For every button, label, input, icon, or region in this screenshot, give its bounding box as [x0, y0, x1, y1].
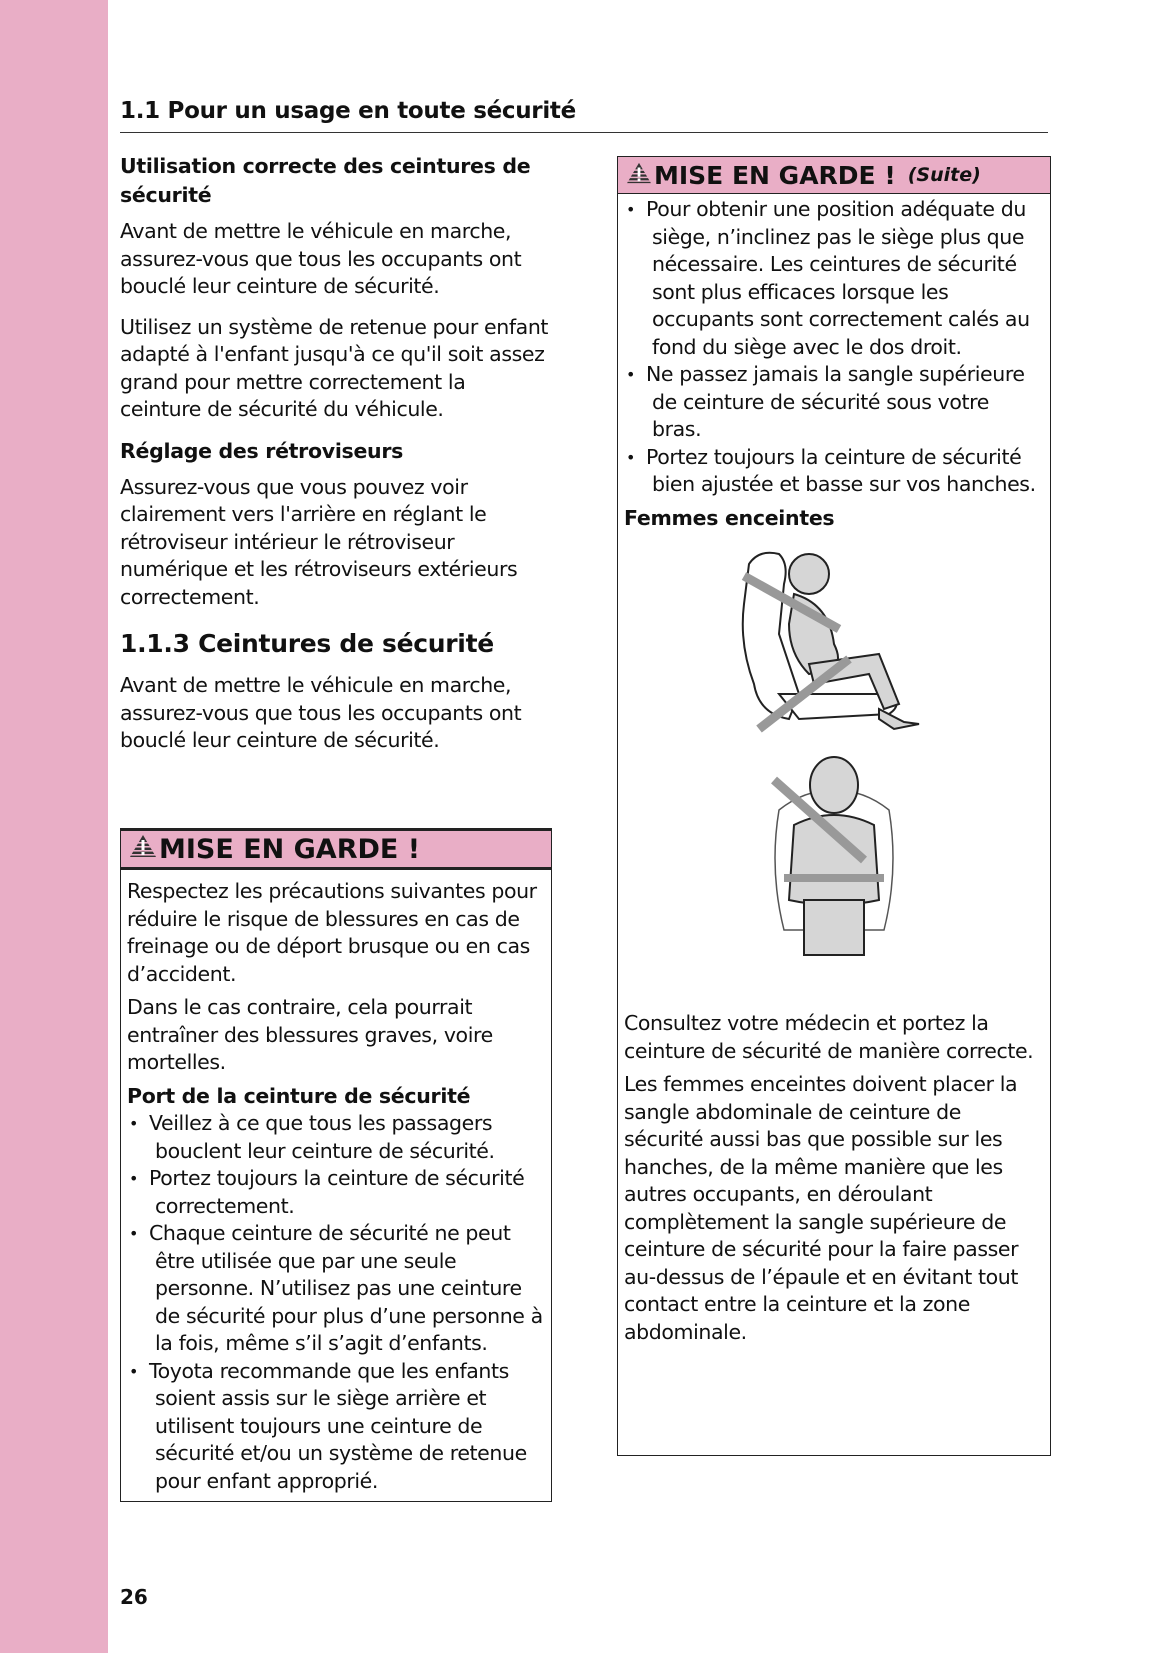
list-item: • Portez toujours la ceinture de sécurité bien ajustée et basse sur vos hanches. — [624, 444, 1044, 499]
left-column — [120, 152, 550, 768]
paragraph: Utilisez un système de retenue pour enfant adapté à l'enfant jusqu'à ce qu'il soit assez grand pour mettre correctement la ceinture de sécurité du véhicule. — [120, 314, 549, 421]
warning-paragraph: Dans le cas contraire, cela pourrait entraîner des blessures graves, voire mortelles. — [127, 995, 493, 1074]
pregnant-women-heading: Femmes enceintes — [624, 505, 835, 530]
header-divider — [120, 132, 1048, 133]
warning-bullet-list — [624, 196, 1044, 499]
list-item: • Pour obtenir une position adéquate du siège, n’inclinez pas le siège plus que nécessaire. Les ceintures de sécurité sont plus efficaces lorsque les occupants sont correctement calés au fond du siège avec le dos droit. — [624, 196, 1044, 361]
warning-paragraph: Respectez les précautions suivantes pour réduire le risque de blessures en cas de freinage ou de déport brusque ou en cas d’accident. — [127, 879, 537, 986]
heading-correct-seatbelt-use: Utilisation correcte des ceintures de sécurité — [120, 154, 531, 207]
warning-box-continued — [617, 156, 1051, 1456]
warning-body — [121, 870, 551, 1501]
warning-subheading: Port de la ceinture de sécurité — [127, 1083, 471, 1108]
list-item: • Toyota recommande que les enfants soient assis sur le siège arrière et utilisent toujours une ceinture de sécurité et/ou un système de retenue pour enfant approprié. — [127, 1358, 545, 1496]
warning-paragraph: Les femmes enceintes doivent placer la sangle abdominale de ceinture de sécurité aussi bas que possible sur les hanches, de la même manière que les autres occupants, en déroulant complètement la sangle supérieure de ceinture de sécurité pour la faire passer au-dessus de l’épaule et en évitant tout contact entre la ceinture et la zone abdominale. — [624, 1072, 1019, 1344]
warning-triangle-icon — [129, 834, 157, 865]
warning-title: MISE EN GARDE ! — [159, 833, 421, 865]
paragraph: Avant de mettre le véhicule en marche, assurez-vous que tous les occupants ont bouclé leur ceinture de sécurité. — [120, 219, 522, 298]
section-heading-seatbelts: 1.1.3 Ceintures de sécurité — [120, 629, 494, 658]
list-item: • Portez toujours la ceinture de sécurité correctement. — [127, 1165, 545, 1220]
pregnant-woman-front-illustration — [754, 750, 914, 960]
warning-box — [120, 828, 552, 1502]
warning-header — [618, 157, 1050, 194]
page-number: 26 — [120, 1585, 148, 1609]
paragraph: Assurez-vous que vous pouvez voir clairement vers l'arrière en réglant le rétroviseur intérieur le rétroviseur numérique et les rétroviseurs extérieurs correctement. — [120, 474, 518, 609]
side-color-band — [0, 0, 108, 1653]
section-title: 1.1 Pour un usage en toute sécurité — [120, 98, 576, 124]
warning-bullet-list — [127, 1110, 545, 1495]
warning-paragraph: Consultez votre médecin et portez la ceinture de sécurité de manière correcte. — [624, 1011, 1034, 1063]
page-header — [120, 98, 1048, 133]
warning-continued-label: (Suite) — [907, 164, 981, 186]
paragraph: Avant de mettre le véhicule en marche, assurez-vous que tous les occupants ont bouclé leur ceinture de sécurité. — [120, 673, 522, 752]
warning-header — [121, 831, 551, 870]
warning-triangle-icon — [626, 161, 652, 190]
warning-title: MISE EN GARDE ! — [654, 160, 896, 190]
heading-mirror-adjustment: Réglage des rétroviseurs — [120, 438, 404, 463]
warning-body — [618, 194, 1050, 1358]
list-item: • Chaque ceinture de sécurité ne peut être utilisée que par une seule personne. N’utilisez pas une ceinture de sécurité pour plus d’une personne à la fois, même s’il s’agit d’enfants. — [127, 1220, 545, 1358]
list-item: • Veillez à ce que tous les passagers bouclent leur ceinture de sécurité. — [127, 1110, 545, 1165]
pregnant-woman-side-illustration — [719, 544, 949, 744]
list-item: • Ne passez jamais la sangle supérieure de ceinture de sécurité sous votre bras. — [624, 361, 1044, 444]
